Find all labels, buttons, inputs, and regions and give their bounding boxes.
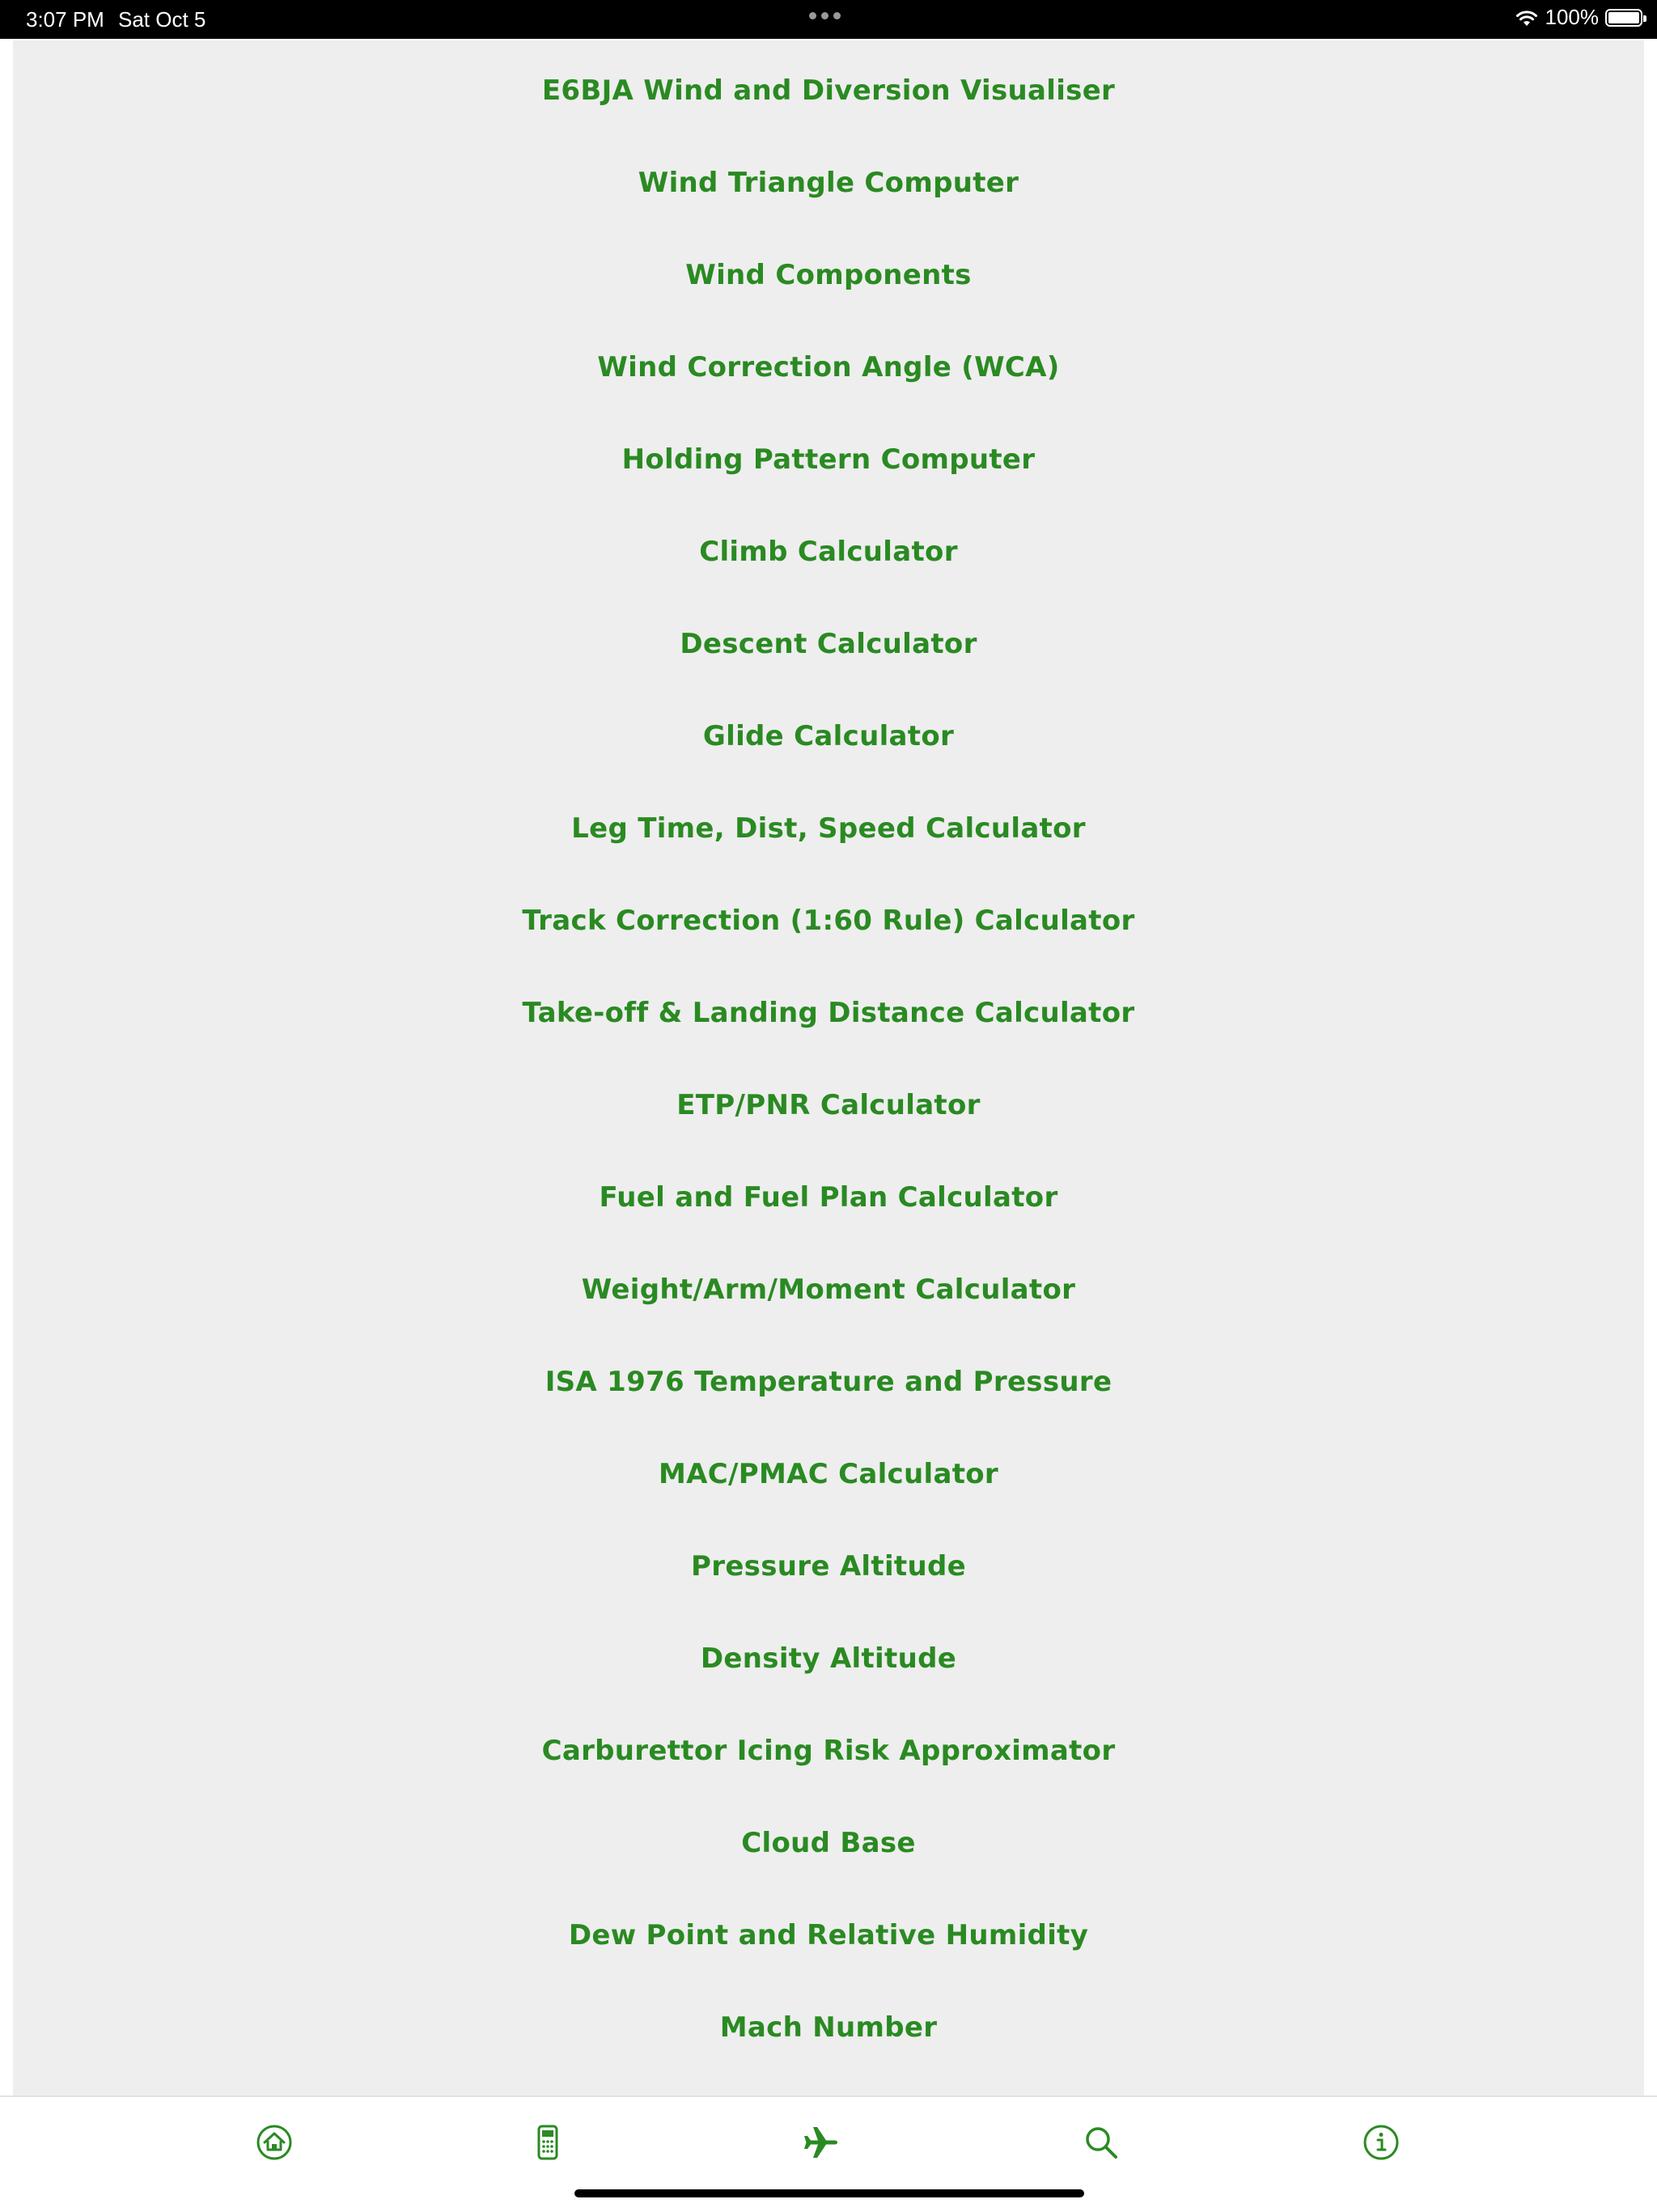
menu-item-climb-calculator[interactable]: Climb Calculator	[699, 536, 958, 568]
tools-list-panel	[13, 40, 1644, 2095]
menu-item-mac-pmac-calculator[interactable]: MAC/PMAC Calculator	[659, 1458, 998, 1490]
info-icon	[1362, 2123, 1401, 2162]
menu-item-dew-point-humidity[interactable]: Dew Point and Relative Humidity	[568, 1919, 1089, 1951]
menu-item-cloud-base[interactable]: Cloud Base	[741, 1827, 916, 1859]
battery-percentage: 100%	[1545, 5, 1599, 29]
menu-item-wind-diversion-visualiser[interactable]: E6BJA Wind and Diversion Visualiser	[541, 74, 1116, 107]
multitasking-dots-icon[interactable]	[809, 12, 841, 19]
tab-search[interactable]	[1077, 2118, 1125, 2167]
status-time: 3:07 PM	[26, 7, 104, 32]
menu-item-holding-pattern-computer[interactable]: Holding Pattern Computer	[621, 443, 1036, 476]
home-icon	[255, 2123, 294, 2162]
tab-flight-tools[interactable]	[797, 2118, 845, 2167]
menu-item-descent-calculator[interactable]: Descent Calculator	[680, 628, 977, 660]
menu-item-track-correction-calculator[interactable]: Track Correction (1:60 Rule) Calculator	[522, 905, 1135, 937]
menu-item-leg-time-calculator[interactable]: Leg Time, Dist, Speed Calculator	[571, 812, 1086, 845]
home-indicator[interactable]	[574, 2189, 1084, 2197]
menu-item-fuel-plan-calculator[interactable]: Fuel and Fuel Plan Calculator	[599, 1181, 1058, 1214]
menu-item-carburettor-icing[interactable]: Carburettor Icing Risk Approximator	[541, 1735, 1116, 1767]
tab-info[interactable]	[1357, 2118, 1405, 2167]
menu-item-mach-number[interactable]: Mach Number	[719, 2011, 938, 2044]
menu-item-isa-temperature-pressure[interactable]: ISA 1976 Temperature and Pressure	[545, 1366, 1112, 1398]
menu-item-wind-correction-angle[interactable]: Wind Correction Angle (WCA)	[597, 351, 1060, 383]
status-date: Sat Oct 5	[118, 7, 206, 32]
menu-item-pressure-altitude[interactable]: Pressure Altitude	[691, 1550, 966, 1583]
menu-item-weight-arm-moment-calculator[interactable]: Weight/Arm/Moment Calculator	[581, 1273, 1076, 1306]
tab-calculator[interactable]	[523, 2118, 572, 2167]
status-indicators	[1515, 5, 1643, 30]
menu-item-wind-components[interactable]: Wind Components	[685, 259, 972, 291]
wifi-icon	[1515, 8, 1539, 28]
menu-item-glide-calculator[interactable]: Glide Calculator	[702, 720, 955, 752]
battery-icon	[1605, 9, 1642, 27]
airplane-icon	[802, 2123, 841, 2162]
tab-home[interactable]	[250, 2118, 299, 2167]
calculator-icon	[528, 2123, 567, 2162]
status-bar	[0, 0, 1657, 39]
search-icon	[1082, 2123, 1121, 2162]
menu-item-takeoff-landing-calculator[interactable]: Take-off & Landing Distance Calculator	[522, 997, 1135, 1029]
menu-item-wind-triangle-computer[interactable]: Wind Triangle Computer	[638, 167, 1019, 199]
menu-item-etp-pnr-calculator[interactable]: ETP/PNR Calculator	[676, 1089, 981, 1121]
menu-item-density-altitude[interactable]: Density Altitude	[700, 1642, 957, 1675]
